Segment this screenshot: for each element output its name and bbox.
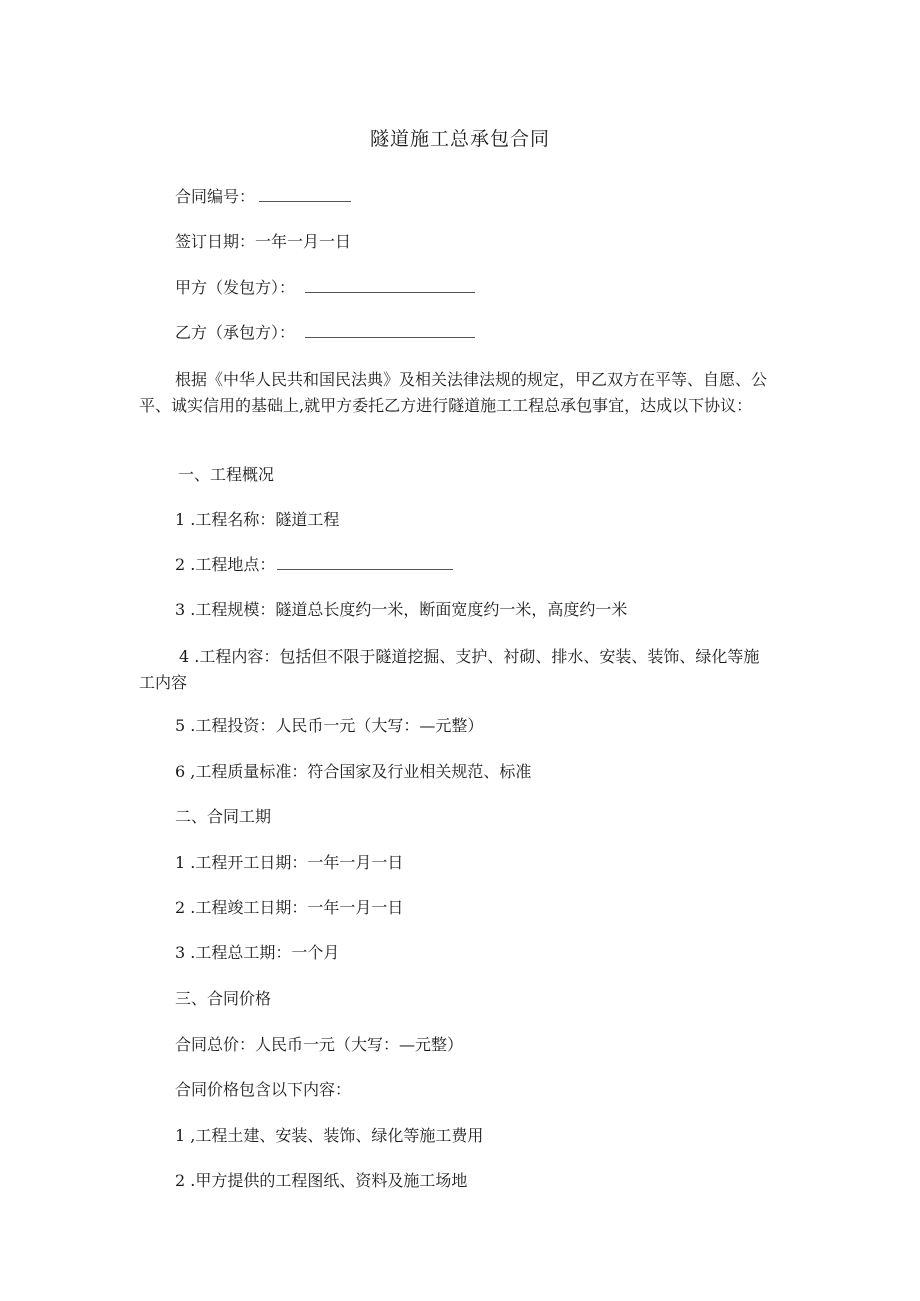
section-1-item-5: 5 .工程投资：人民币一元（大写：—元整）	[175, 716, 484, 735]
party-b-blank	[305, 323, 475, 338]
section-3-item-1: 1 ,工程土建、安装、装饰、绿化等施工费用	[175, 1126, 484, 1145]
contract-number-blank	[259, 187, 351, 202]
section-2-heading: 二、合同工期	[175, 807, 272, 826]
project-location-label: 2 .工程地点：	[175, 555, 276, 574]
party-a-blank	[305, 278, 475, 293]
party-b-line	[175, 323, 475, 343]
section-1-item-4: 4 .工程内容：包括但不限于隧道挖掘、支护、衬砌、排水、安装、装饰、绿化等施工内容	[139, 647, 760, 692]
section-3-heading: 三、合同价格	[175, 989, 272, 1008]
party-b-label: 乙方（承包方）：	[175, 323, 296, 342]
section-1-item-6: 6 ,工程质量标准：符合国家及行业相关规范、标准	[175, 762, 532, 781]
project-location-blank	[277, 555, 453, 570]
section-3-item-2: 2 .甲方提供的工程图纸、资料及施工场地	[175, 1171, 468, 1190]
section-1-heading: 一、工程概况	[178, 465, 275, 484]
section-2-item-2: 2 .工程竣工日期：一年一月一日	[175, 898, 404, 917]
section-2-item-3: 3 .工程总工期：一个月	[175, 943, 340, 962]
party-a-label: 甲方（发包方）：	[175, 278, 296, 297]
section-1-item-3: 3 .工程规模：隧道总长度约一米，断面宽度约一米，高度约一米	[175, 600, 628, 619]
sign-date: 签订日期：一年一月一日	[175, 232, 352, 251]
contract-total-price: 合同总价：人民币一元（大写：—元整）	[175, 1035, 464, 1054]
section-1-item-2	[175, 555, 453, 575]
contract-number-label: 合同编号：	[175, 187, 256, 206]
party-a-line	[175, 278, 475, 298]
section-1-item-1: 1 .工程名称：隧道工程	[175, 510, 340, 529]
document-title: 隧道施工总承包合同	[369, 128, 550, 150]
price-includes-label: 合同价格包含以下内容：	[175, 1080, 352, 1099]
intro-paragraph: 根据《中华人民共和国民法典》及相关法律法规的规定，甲乙双方在平等、自愿、公平、诚实信用的基础上,就甲方委托乙方进行隧道施工工程总承包事宜，达成以下协议：	[139, 370, 768, 415]
contract-number-line	[175, 187, 351, 207]
section-2-item-1: 1 .工程开工日期：一年一月一日	[175, 853, 404, 872]
